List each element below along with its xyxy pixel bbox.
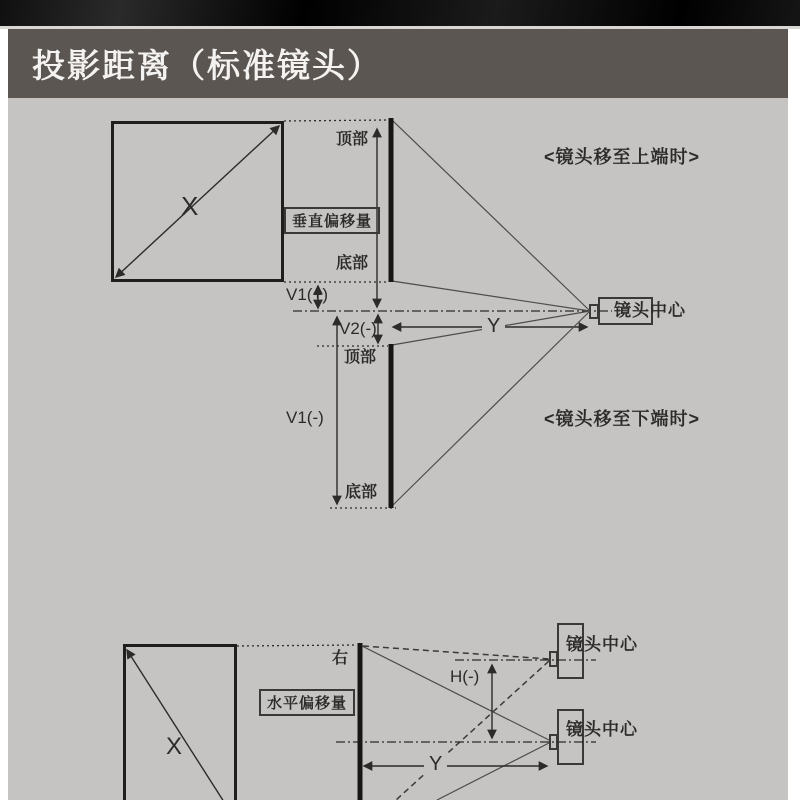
v1-plus-label: V1(+) [286,285,329,304]
screen-diagonal-label-horizontal: X [166,733,183,760]
bottom-edge-label-1: 底部 [336,255,369,272]
vertical-offset-box-label: 垂直偏移量 [284,207,380,234]
note-lens-up: <镜头移至上端时> [544,147,701,167]
note-lens-down: <镜头移至下端时> [544,409,701,429]
v1-minus-label: V1(-) [286,408,324,427]
lens-center-label-top: 镜头中心 [566,635,638,654]
title-bar [8,29,788,98]
page-title: 投影距离（标准镜头） [32,47,382,84]
lens-center-label: 镜头中心 [614,301,686,320]
screen-front-view-horizontal [123,644,237,800]
throw-distance-label-horizontal: Y [424,753,447,775]
screen-diagonal-label: X [181,191,199,221]
throw-distance-label: Y [482,315,505,337]
bottom-edge-label-2: 底部 [345,484,378,501]
top-edge-label-1: 顶部 [336,131,369,148]
top-edge-label-2: 顶部 [344,349,377,366]
lens-center-label-bottom: 镜头中心 [566,720,638,739]
horizontal-offset-box-label: 水平偏移量 [259,689,355,716]
projector-lens-nub-bottom [549,734,558,750]
projector-lens-nub-top [549,651,558,667]
top-black-band [0,0,800,26]
v2-minus-label: V2(-) [339,319,377,338]
h-minus-label: H(-) [450,667,480,686]
right-edge-label: 右 [332,650,349,667]
